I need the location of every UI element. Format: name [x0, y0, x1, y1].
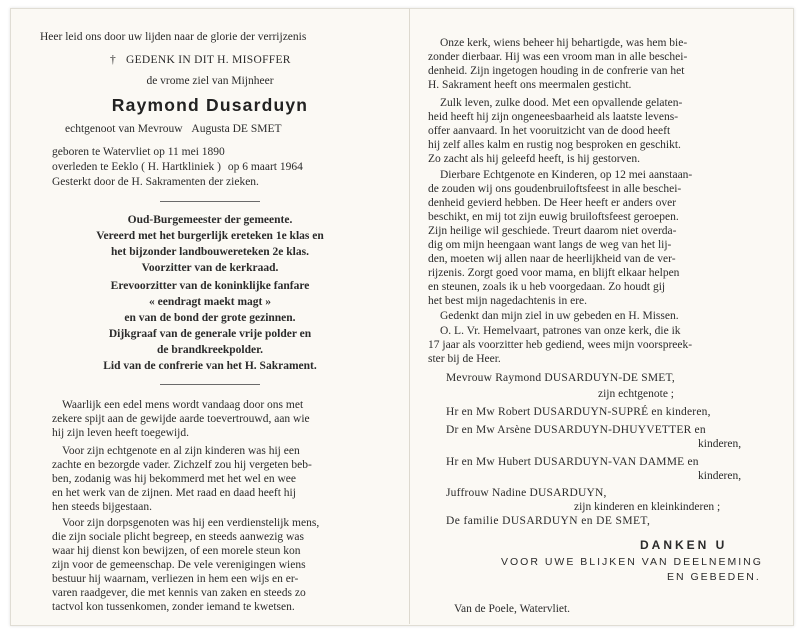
printer-line: Van de Poele, Watervliet.: [454, 603, 571, 615]
body-line: den, moeten wij allen naar de heerlijkheid van de ver-: [428, 253, 676, 265]
spouse-line: [65, 122, 282, 136]
blijken-line: VOOR UWE BLIJKEN VAN DEELNEMING: [501, 556, 763, 568]
body-line: hij zijn leven heeft toegewijd.: [52, 427, 189, 439]
gedenk-line: GEDENK IN DIT H. MISOFFER: [126, 54, 291, 66]
body-line: en het werk van de zijnen. Met raad en daad heeft hij: [52, 487, 296, 499]
title-line: de brandkreekpolder.: [156, 344, 264, 356]
body-line: Voor zijn dorpsgenoten was hij een verdienstelijk mens,: [62, 517, 320, 529]
echtgenoot-prefix: echtgenoot van Mevrouw: [65, 123, 183, 135]
body-line: zonder dierbaar. Hij was een vroom man in alle beschei-: [428, 51, 688, 63]
title-line: « eendragt maekt magt »: [148, 296, 271, 308]
body-line: hen steeds bijgestaan.: [52, 501, 152, 513]
body-line: ben, zodanig was hij bekommerd met het wel en wee: [52, 473, 296, 485]
body-line: Gedenkt dan mijn ziel in uw gebeden en H. Missen.: [440, 310, 679, 322]
divider-2: [160, 384, 260, 385]
family-name: De familie DUSARDUYN en DE SMET,: [446, 515, 651, 527]
body-line: Dierbare Echtgenote en Kinderen, op 12 mei aanstaan-: [440, 169, 693, 181]
body-line: de zouden wij ons goudenbruiloftsfeest in alle beschei-: [428, 183, 682, 195]
spouse-last: DE SMET: [232, 123, 282, 135]
family-name: Dr en Mw Arsène DUSARDUYN-DHUYVETTER en: [446, 424, 706, 436]
body-line: Waarlijk een edel mens wordt vandaag door ons met: [62, 399, 304, 411]
body-line: Zijn heilige wil geschiede. Treurt daarom niet overda-: [428, 225, 677, 237]
body-line: 17 jaar als voorzitter heb gediend, wees mijn voorspreek-: [428, 339, 693, 351]
family-role: kinderen,: [698, 438, 742, 450]
fold-line: [409, 8, 410, 624]
title-line: Dijkgraaf van de generale vrije polder en: [108, 328, 312, 340]
body-line: tactvol kon tussenkomen, zonder iemand te kwetsen.: [52, 601, 295, 613]
title-line: en van de bond der grote gezinnen.: [124, 312, 296, 324]
title-line: Vereerd met het burgerlijk ereteken 1e klas en: [96, 230, 324, 242]
body-line: hij zelf alles kalm en rustig nog besproken en geschikt.: [428, 139, 681, 151]
cross-symbol: †: [110, 54, 116, 66]
family-name: Mevrouw Raymond DUSARDUYN-DE SMET,: [446, 372, 675, 384]
family-name: Hr en Mw Hubert DUSARDUYN-VAN DAMME en: [446, 456, 699, 468]
danken-line: DANKEN U: [640, 538, 728, 552]
intro-line: Heer leid ons door uw lijden naar de glorie der verrijzenis: [40, 31, 307, 43]
gebeden-line: EN GEBEDEN.: [667, 571, 761, 583]
family-role: kinderen,: [698, 470, 742, 482]
ziel-line: de vrome ziel van Mijnheer: [146, 75, 274, 87]
family-name: Hr en Mw Robert DUSARDUYN-SUPRÉ en kinderen,: [446, 406, 711, 418]
body-line: O. L. Vr. Hemelvaart, patrones van onze kerk, die ik: [440, 325, 681, 337]
gesterkt-line: Gesterkt door de H. Sakramenten der zieken.: [52, 176, 259, 188]
body-line: varen raadgever, die met kennis van zaken en steeds zo: [52, 587, 306, 599]
body-line: ster bij de Heer.: [428, 353, 501, 365]
body-line: heid heeft hij zijn ongeneesbaarheid als laatste levens-: [428, 111, 679, 123]
body-line: offer aanvaard. In het vooruitzicht van de dood heeft: [428, 125, 671, 137]
body-line: zachte en bezorgde vader. Zichzelf zou hij vergeten beb-: [52, 459, 312, 471]
family-role: zijn kinderen en kleinkinderen ;: [574, 501, 721, 513]
body-line: bestuur hij waarnam, verliezen in hem een wijs en er-: [52, 573, 299, 585]
body-line: Zulk leven, zulke dood. Met een opvallende gelaten-: [440, 97, 683, 109]
died-line: [52, 160, 303, 174]
body-line: en steunen, zoals ik u heb voorgedaan. Zo houdt gij: [428, 281, 666, 293]
body-line: het best mijn nagedachtenis in ere.: [428, 295, 588, 307]
spouse-first: Augusta: [191, 123, 230, 135]
body-line: dig om mijn heengaan want langs de weg van het lij-: [428, 239, 672, 251]
body-line: waar hij dienst kon bewijzen, of een morele steun kon: [52, 545, 301, 557]
body-line: die zijn sociale plicht begreep, en steeds aanwezig was: [52, 531, 304, 543]
deceased-name: Raymond Dusarduyn: [111, 95, 309, 115]
body-line: zekere spijt aan de gewijde aarde toevertrouwd, aan wie: [52, 413, 310, 425]
body-line: rijzenis. Zorgt goed voor mama, en blijft elkaar helpen: [428, 267, 680, 279]
body-line: denheid. Zijn ingetogen houding in de confrerie van het: [428, 65, 685, 77]
body-line: Zo zacht als hij geleefd heeft, is hij gestorven.: [428, 153, 641, 165]
title-line: Erevoorzitter van de koninklijke fanfare: [110, 280, 310, 292]
died-place: overleden te Eeklo ( H. Hartkliniek ): [52, 161, 221, 173]
body-line: zijn voor de gemeenschap. De vele verenigingen wiens: [52, 559, 306, 571]
title-line: Oud-Burgemeester der gemeente.: [127, 214, 293, 226]
body-line: Onze kerk, wiens beheer hij behartigde, was hem bie-: [440, 37, 688, 49]
family-role: zijn echtgenote ;: [598, 388, 674, 400]
body-line: Voor zijn echtgenote en al zijn kinderen was hij een: [62, 445, 300, 457]
died-date: op 6 maart 1964: [227, 161, 303, 173]
body-line: H. Sakrament heeft ons meermalen gesticht.: [428, 79, 632, 91]
title-line: het bijzonder landbouwereteken 2e klas.: [111, 246, 309, 258]
title-line: Voorzitter van de kerkraad.: [141, 262, 279, 274]
family-name: Juffrouw Nadine DUSARDUYN,: [446, 487, 607, 499]
body-line: denheid gevierd hebben. De Heer heeft er anders over: [428, 197, 677, 209]
title-line: Lid van de confrerie van het H. Sakrament.: [103, 360, 317, 372]
body-line: beschikt, en mij tot zijn euwig bruiloftsfeest geroepen.: [428, 211, 679, 223]
divider-1: [160, 201, 260, 202]
born-line: geboren te Watervliet op 11 mei 1890: [52, 146, 225, 158]
